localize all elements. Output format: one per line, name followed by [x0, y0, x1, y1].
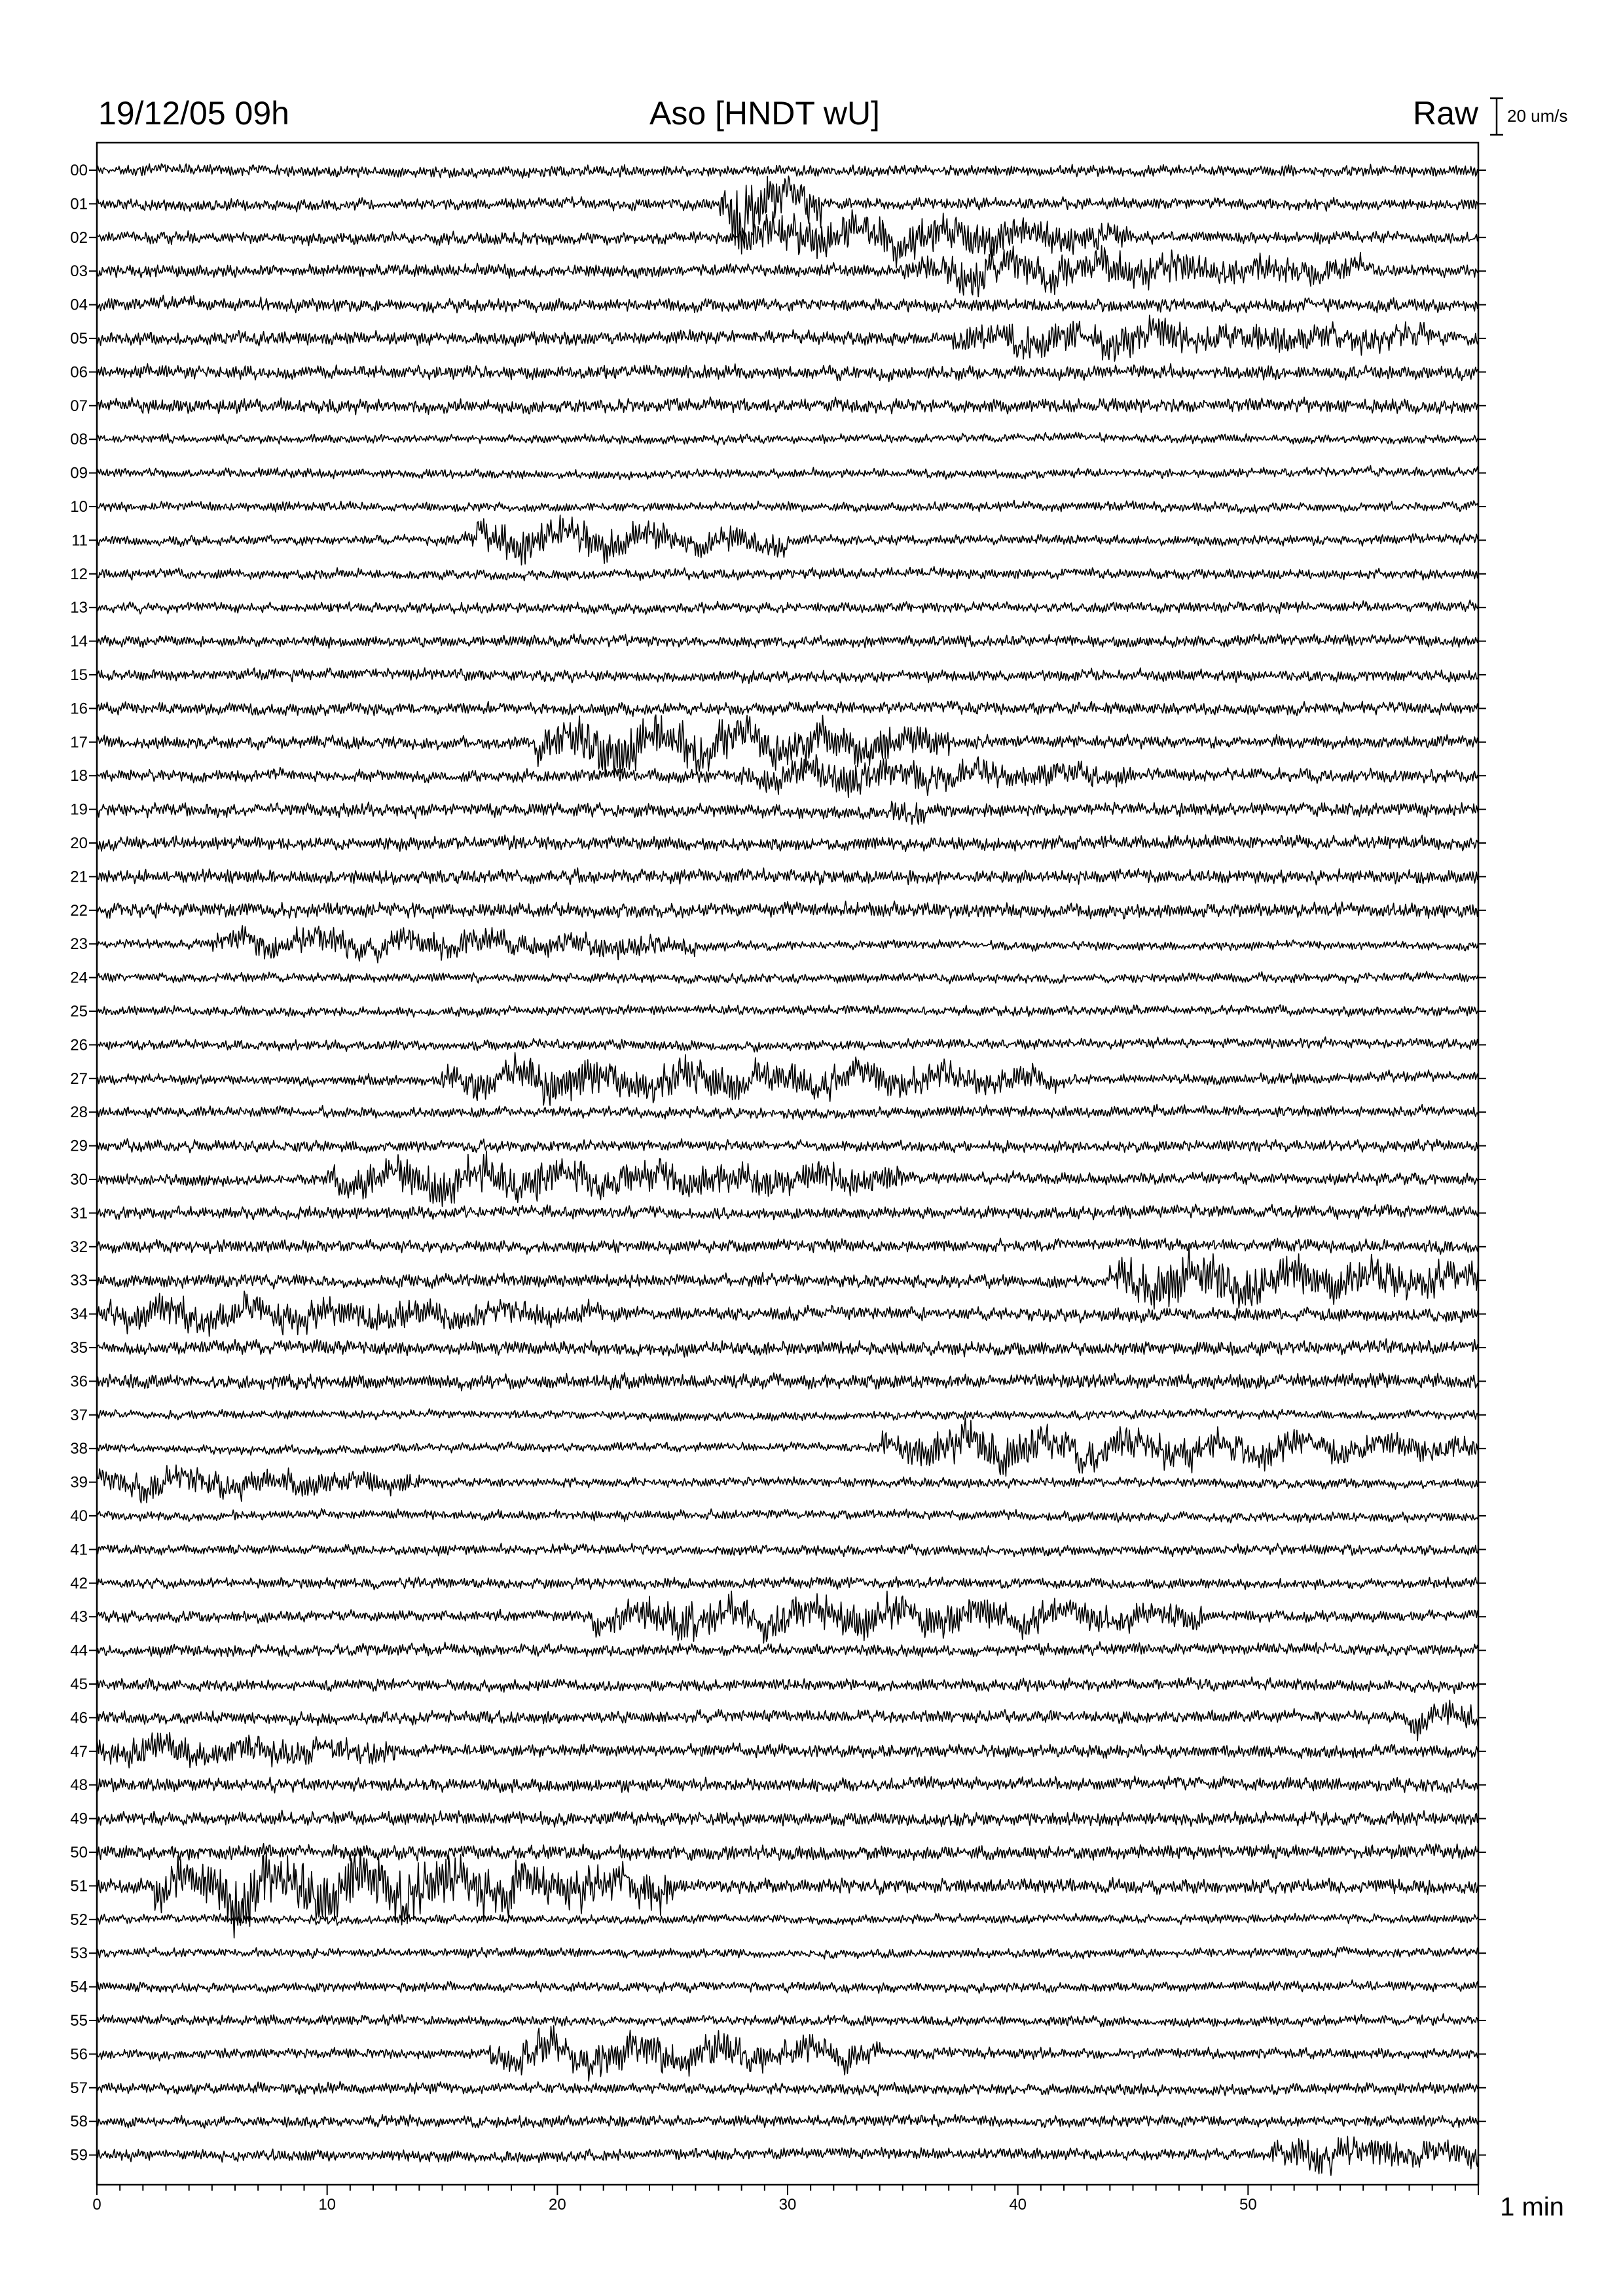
row-label: 31 [70, 1204, 88, 1223]
header-mode: Raw [1412, 95, 1478, 132]
row-label: 13 [70, 599, 88, 617]
row-label: 18 [70, 767, 88, 785]
x-tick-label: 10 [318, 2196, 337, 2214]
row-label: 53 [70, 1945, 88, 1963]
header-station: Aso [HNDT wU] [649, 95, 880, 132]
row-label: 44 [70, 1641, 88, 1660]
row-label: 38 [70, 1440, 88, 1458]
x-tick-label: 50 [1239, 2196, 1257, 2214]
row-label: 33 [70, 1272, 88, 1290]
row-label: 20 [70, 834, 88, 852]
row-label: 14 [70, 632, 88, 651]
row-label: 02 [70, 228, 88, 247]
row-label: 32 [70, 1238, 88, 1256]
row-label: 35 [70, 1339, 88, 1357]
row-label: 58 [70, 2113, 88, 2131]
x-unit-label: 1 min [1500, 2193, 1564, 2221]
row-label: 29 [70, 1137, 88, 1155]
row-label: 27 [70, 1069, 88, 1088]
row-label: 28 [70, 1103, 88, 1122]
x-tick-label: 0 [92, 2196, 101, 2214]
row-label: 23 [70, 935, 88, 954]
row-label: 19 [70, 800, 88, 819]
row-label: 42 [70, 1574, 88, 1592]
row-label: 22 [70, 901, 88, 920]
x-tick-label: 30 [778, 2196, 797, 2214]
row-label: 08 [70, 431, 88, 449]
row-label: 47 [70, 1742, 88, 1761]
row-label: 11 [71, 531, 88, 550]
row-label: 12 [70, 565, 88, 583]
row-label: 36 [70, 1372, 88, 1391]
row-label: 41 [70, 1541, 88, 1559]
row-label: 59 [70, 2146, 88, 2164]
row-label: 05 [70, 330, 88, 348]
row-label: 37 [70, 1406, 88, 1424]
row-label: 09 [70, 464, 88, 482]
row-label: 49 [70, 1810, 88, 1828]
row-label: 45 [70, 1676, 88, 1693]
x-tick-label: 40 [1009, 2196, 1027, 2214]
row-label: 26 [70, 1036, 88, 1054]
row-label: 52 [70, 1910, 88, 1929]
x-tick-label: 20 [548, 2196, 566, 2214]
row-label: 39 [70, 1473, 88, 1492]
row-label: 01 [70, 195, 88, 213]
row-label: 06 [70, 363, 88, 382]
row-label: 50 [70, 1844, 88, 1861]
row-label: 16 [70, 700, 88, 718]
row-label: 46 [70, 1709, 88, 1727]
scale-bar-label: 20 um/s [1507, 106, 1568, 126]
row-label: 55 [70, 2012, 88, 2030]
row-label: 10 [70, 498, 88, 516]
row-label: 56 [70, 2045, 88, 2064]
row-label: 04 [70, 296, 88, 314]
row-label: 24 [70, 969, 88, 987]
row-label: 17 [70, 733, 88, 751]
row-label: 48 [70, 1776, 88, 1795]
row-label: 21 [70, 868, 88, 886]
row-label: 07 [70, 397, 88, 415]
row-label: 25 [70, 1003, 88, 1020]
row-label: 51 [70, 1877, 88, 1895]
row-label: 34 [70, 1305, 88, 1323]
row-label: 15 [70, 666, 88, 684]
row-label: 54 [70, 1978, 88, 1996]
row-label: 57 [70, 2079, 88, 2097]
row-label: 43 [70, 1608, 88, 1626]
row-label: 03 [70, 262, 88, 281]
row-label: 30 [70, 1171, 88, 1189]
row-label: 00 [70, 162, 88, 179]
header-datetime: 19/12/05 09h [98, 95, 289, 132]
row-label: 40 [70, 1507, 88, 1525]
